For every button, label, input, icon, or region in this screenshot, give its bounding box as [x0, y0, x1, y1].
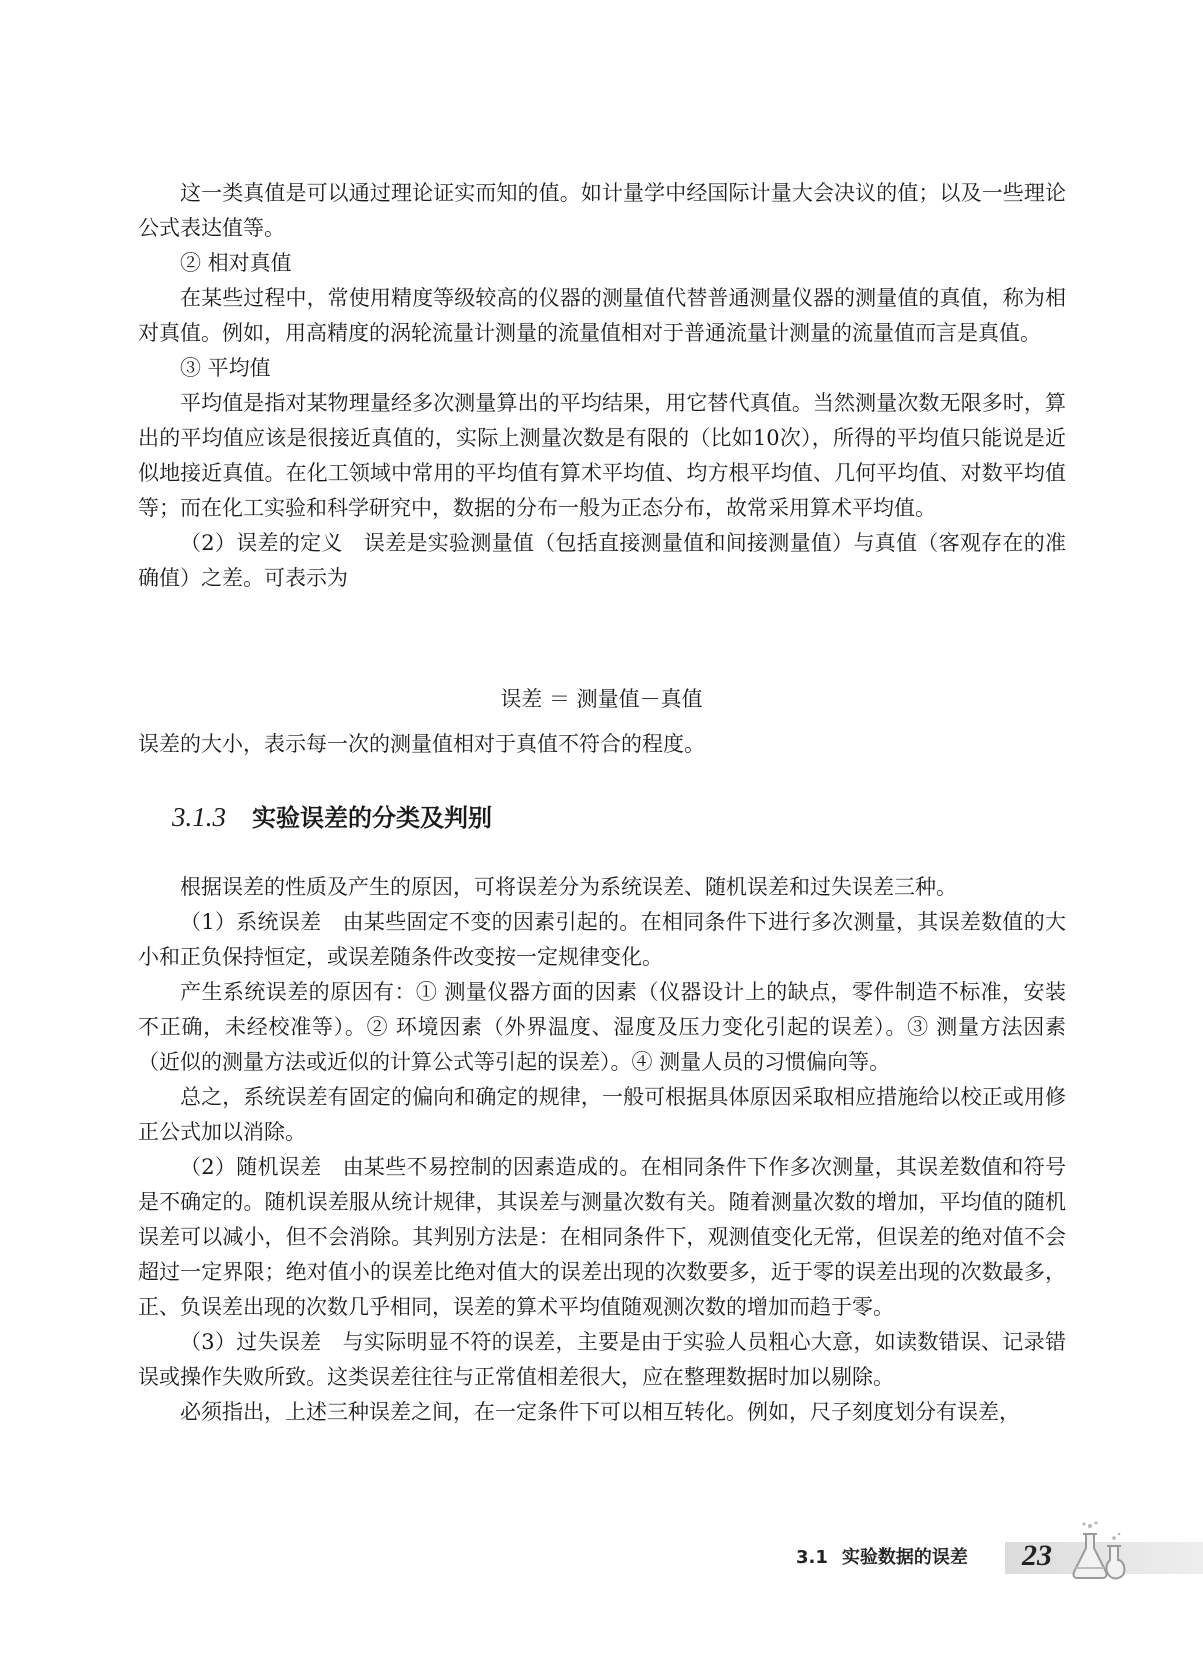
body-text-upper: [138, 176, 1066, 596]
paragraph-mean-value: 平均值是指对某物理量经多次测量算出的平均结果，用它替代真值。当然测量次数无限多时，算出的平均值应该是很接近真值的，实际上测量次数是有限的（比如10次），所得的平均值只能说是近似地接近真值。在化工领域中常用的平均值有算术平均值、均方根平均值、几何平均值、对数平均值等；而在化工实验和科学研究中，数据的分布一般为正态分布，故常采用算术平均值。: [138, 391, 1066, 520]
paragraph-systematic-error: （1）系统误差 由某些固定不变的因素引起的。在相同条件下进行多次测量，其误差数值的大小和正负保持恒定，或误差随条件改变按一定规律变化。: [138, 910, 1066, 969]
paragraph-random-error: （2）随机误差 由某些不易控制的因素造成的。在相同条件下作多次测量，其误差数值和符号是不确定的。随机误差服从统计规律，其误差与测量次数有关。随着测量次数的增加，平均值的随机误差可以减小，但不会消除。其判别方法是：在相同条件下，观测值变化无常，但误差的绝对值不会超过一定界限；绝对值小的误差比绝对值大的误差出现的次数要多，近于零的误差出现的次数最多，正、负误差出现的次数几乎相同，误差的算术平均值随观测次数的增加而趋于零。: [138, 1155, 1066, 1319]
footer-section-title: 实验数据的误差: [841, 1547, 968, 1568]
page-number: 23: [1022, 1539, 1052, 1572]
paragraph-conversion-note: 必须指出，上述三种误差之间，在一定条件下可以相互转化。例如，尺子刻度划分有误差，: [180, 1400, 1020, 1424]
subheading-mean-value: ③ 平均值: [180, 356, 271, 380]
footer-section-number: 3.1: [796, 1547, 828, 1568]
paragraph-systematic-correction: 总之，系统误差有固定的偏向和确定的规律，一般可根据具体原因采取相应措施给以校正或用修正公式加以消除。: [138, 1085, 1066, 1144]
flask-icon: [1062, 1520, 1132, 1582]
paragraph-relative-true-value: 在某些过程中，常使用精度等级较高的仪器的测量值代替普通测量仪器的测量值的真值，称为相对真值。例如，用高精度的涡轮流量计测量的流量值相对于普通流量计测量的流量值而言是真值。: [138, 286, 1066, 345]
subheading-relative-true-value: ② 相对真值: [180, 251, 292, 275]
paragraph-systematic-causes: 产生系统误差的原因有：① 测量仪器方面的因素（仪器设计上的缺点，零件制造不标准，安装不正确，未经校准等）。② 环境因素（外界温度、湿度及压力变化引起的误差）。③ 测量方法因素（近似的测量方法或近似的计算公式等引起的误差）。④ 测量人员的习惯偏向等。: [138, 980, 1066, 1074]
section-heading: [172, 800, 492, 835]
body-text-middle: [138, 727, 1066, 762]
section-number: 3.1.3: [172, 802, 226, 832]
paragraph-error-types: 根据误差的性质及产生的原因，可将误差分为系统误差、随机误差和过失误差三种。: [180, 875, 957, 899]
section-title: 实验误差的分类及判别: [252, 804, 492, 832]
error-formula: 误差 ＝ 测量值－真值: [500, 687, 703, 711]
paragraph-gross-error: （3）过失误差 与实际明显不符的误差，主要是由于实验人员粗心大意，如读数错误、记录错误或操作失败所致。这类误差往往与正常值相差很大，应在整理数据时加以剔除。: [138, 1330, 1066, 1389]
paragraph-error-definition: （2）误差的定义 误差是实验测量值（包括直接测量值和间接测量值）与真值（客观存在的准确值）之差。可表示为: [138, 531, 1066, 590]
body-text-lower: [138, 870, 1066, 1430]
paragraph-error-magnitude: 误差的大小，表示每一次的测量值相对于真值不符合的程度。: [138, 732, 705, 756]
paragraph-theoretical-true-value: 这一类真值是可以通过理论证实而知的值。如计量学中经国际计量大会决议的值；以及一些理论公式表达值等。: [138, 181, 1066, 240]
running-footer: [796, 1545, 968, 1571]
